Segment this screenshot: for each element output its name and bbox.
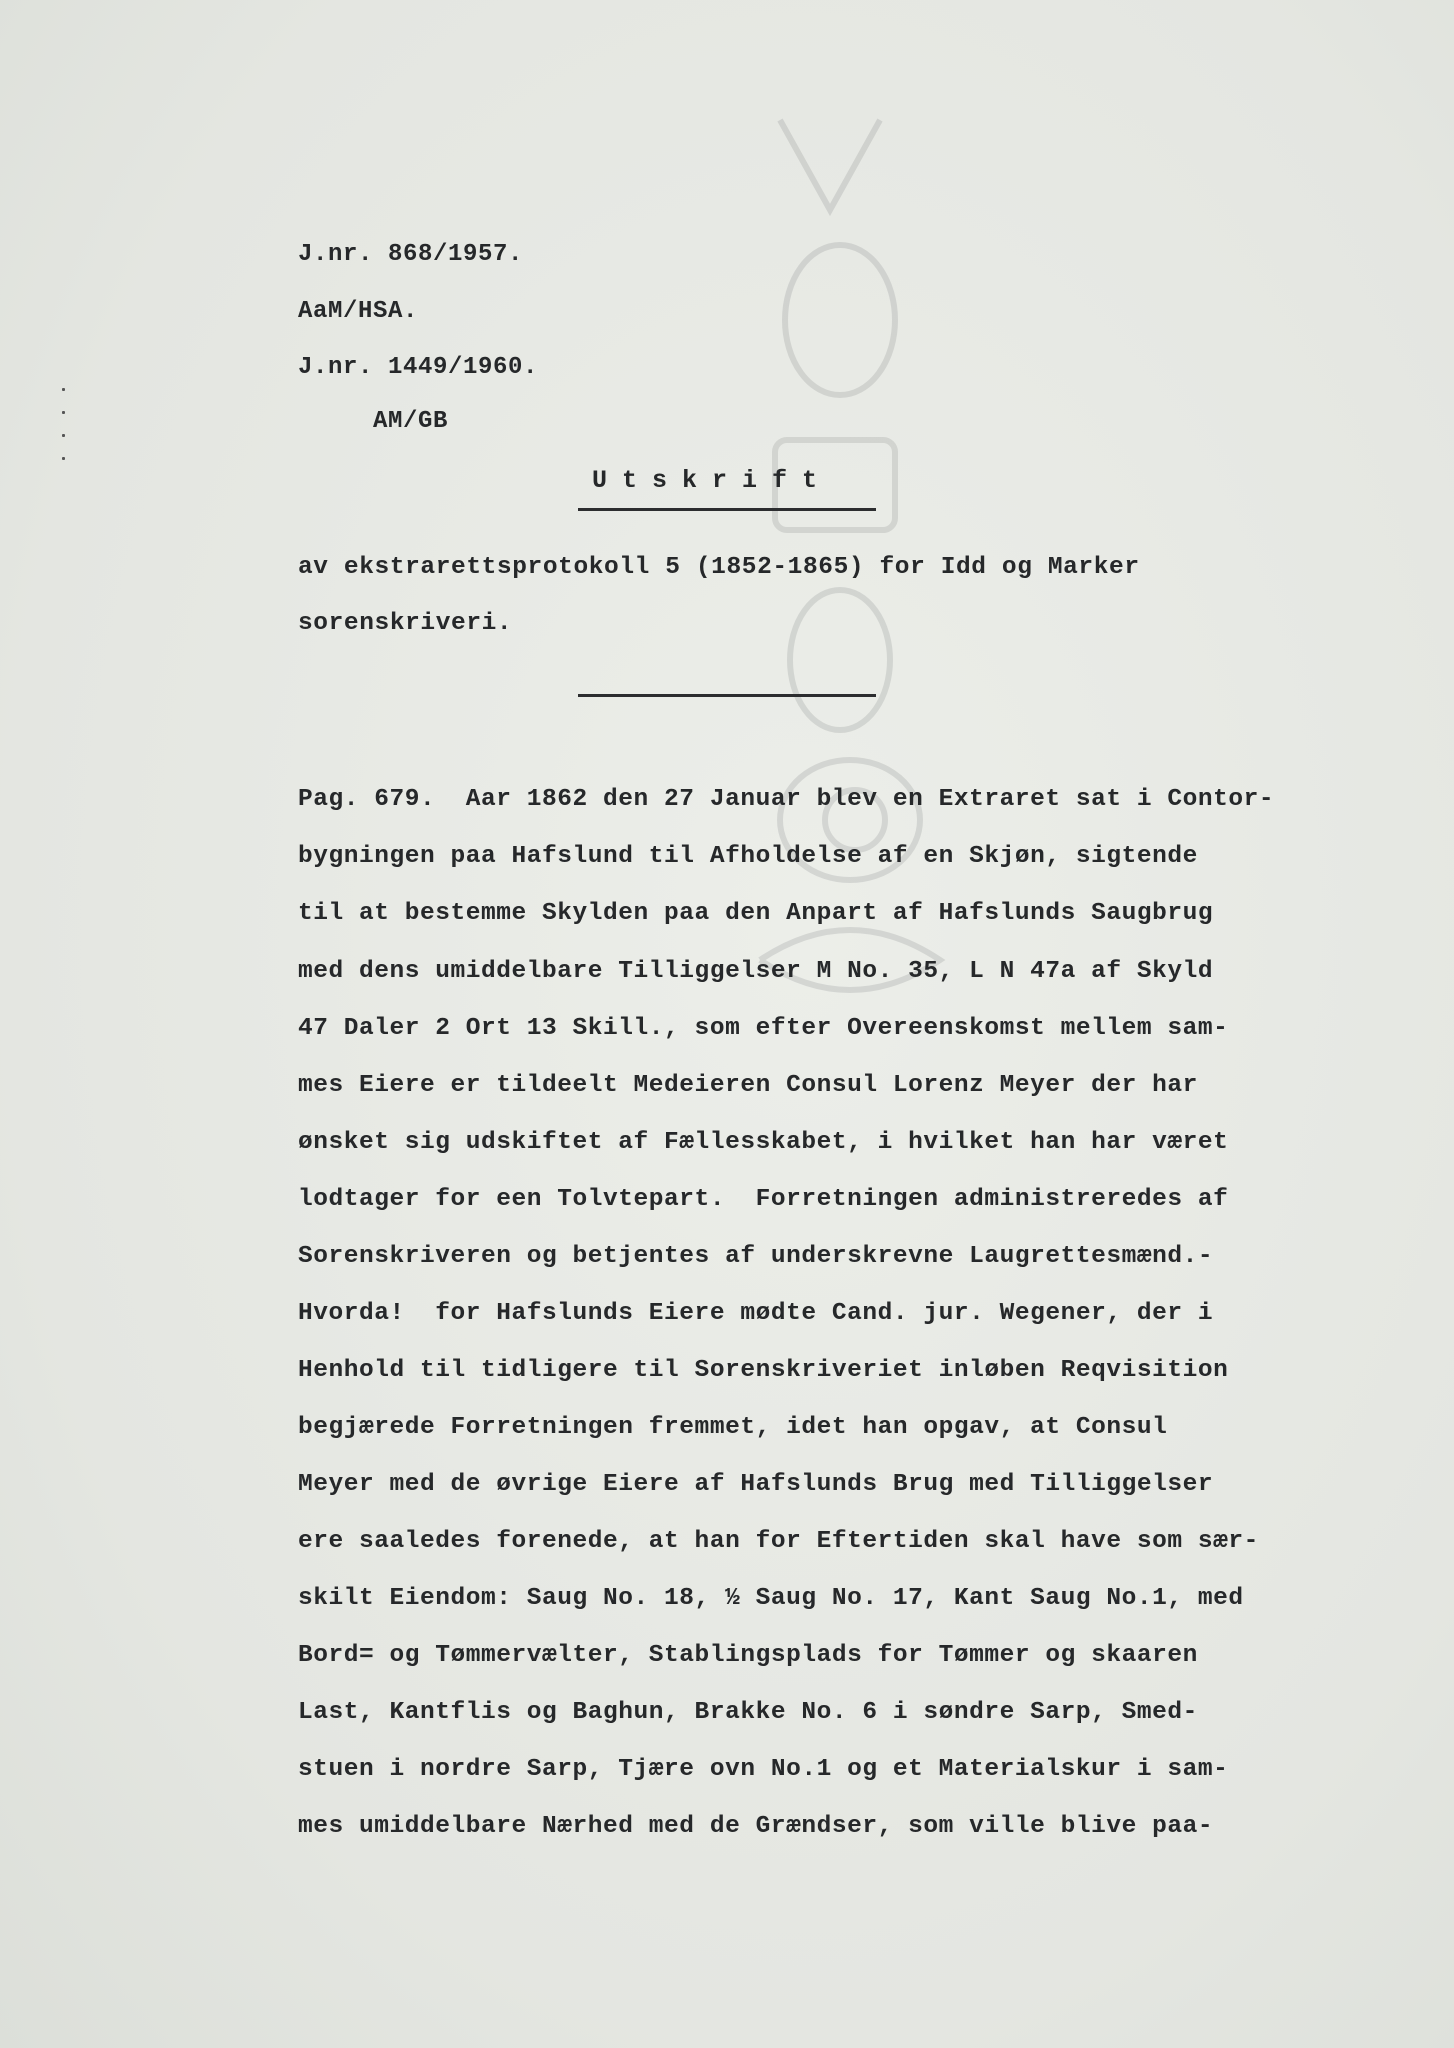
body-line-17: Last, Kantflis og Baghun, Brakke No. 6 i søndre Sarp, Smed- [298,1699,1198,1726]
reference-line-2: AaM/HSA. [298,298,419,325]
body-line-1: Pag. 679. Aar 1862 den 27 Januar blev en Extraret sat i Contor- [298,786,1275,813]
body-line-3: til at bestemme Skylden paa den Anpart af Hafslunds Saugbrug [298,900,1214,927]
subtitle-line-2: sorenskriveri. [298,610,513,637]
body-line-15: skilt Eiendom: Saug No. 18, ½ Saug No. 17, Kant Saug No.1, med [298,1585,1244,1612]
subtitle-line-1: av ekstrarettsprotokoll 5 (1852-1865) for Idd og Marker [298,554,1140,581]
section-divider [578,694,876,697]
body-line-9: Sorenskriveren og betjentes af underskrevne Laugrettesmænd.- [298,1243,1214,1270]
body-line-19: mes umiddelbare Nærhed med de Grændser, som ville blive paa- [298,1813,1214,1840]
body-line-12: begjærede Forretningen fremmet, idet han opgav, at Consul [298,1414,1168,1441]
body-line-10: Hvorda! for Hafslunds Eiere mødte Cand. jur. Wegener, der i [298,1300,1214,1327]
document-title: Utskrift [592,466,833,495]
body-line-4: med dens umiddelbare Tilliggelser M No. 35, L N 47a af Skyld [298,958,1214,985]
body-line-18: stuen i nordre Sarp, Tjære ovn No.1 og et Materialskur i sam- [298,1756,1229,1783]
body-line-11: Henhold til tidligere til Sorenskriveriet inløben Reqvisition [298,1357,1229,1384]
binding-marks [60,388,70,488]
body-line-16: Bord= og Tømmervælter, Stablingsplads for Tømmer og skaaren [298,1642,1198,1669]
body-line-14: ere saaledes forenede, at han for Eftertiden skal have som sær- [298,1528,1259,1555]
body-line-2: bygningen paa Hafslund til Afholdelse af en Skjøn, sigtende [298,843,1198,870]
reference-line-3: J.nr. 1449/1960. [298,354,539,381]
reference-line-4: AM/GB [373,408,449,435]
body-line-6: mes Eiere er tildeelt Medeieren Consul Lorenz Meyer der har [298,1072,1198,1099]
title-underline [578,508,876,511]
body-line-8: lodtager for een Tolvtepart. Forretningen administreredes af [298,1186,1229,1213]
reference-line-1: J.nr. 868/1957. [298,241,524,268]
body-line-5: 47 Daler 2 Ort 13 Skill., som efter Overeenskomst mellem sam- [298,1015,1229,1042]
body-line-7: ønsket sig udskiftet af Fællesskabet, i hvilket han har været [298,1129,1229,1156]
body-line-13: Meyer med de øvrige Eiere af Hafslunds Brug med Tilliggelser [298,1471,1214,1498]
